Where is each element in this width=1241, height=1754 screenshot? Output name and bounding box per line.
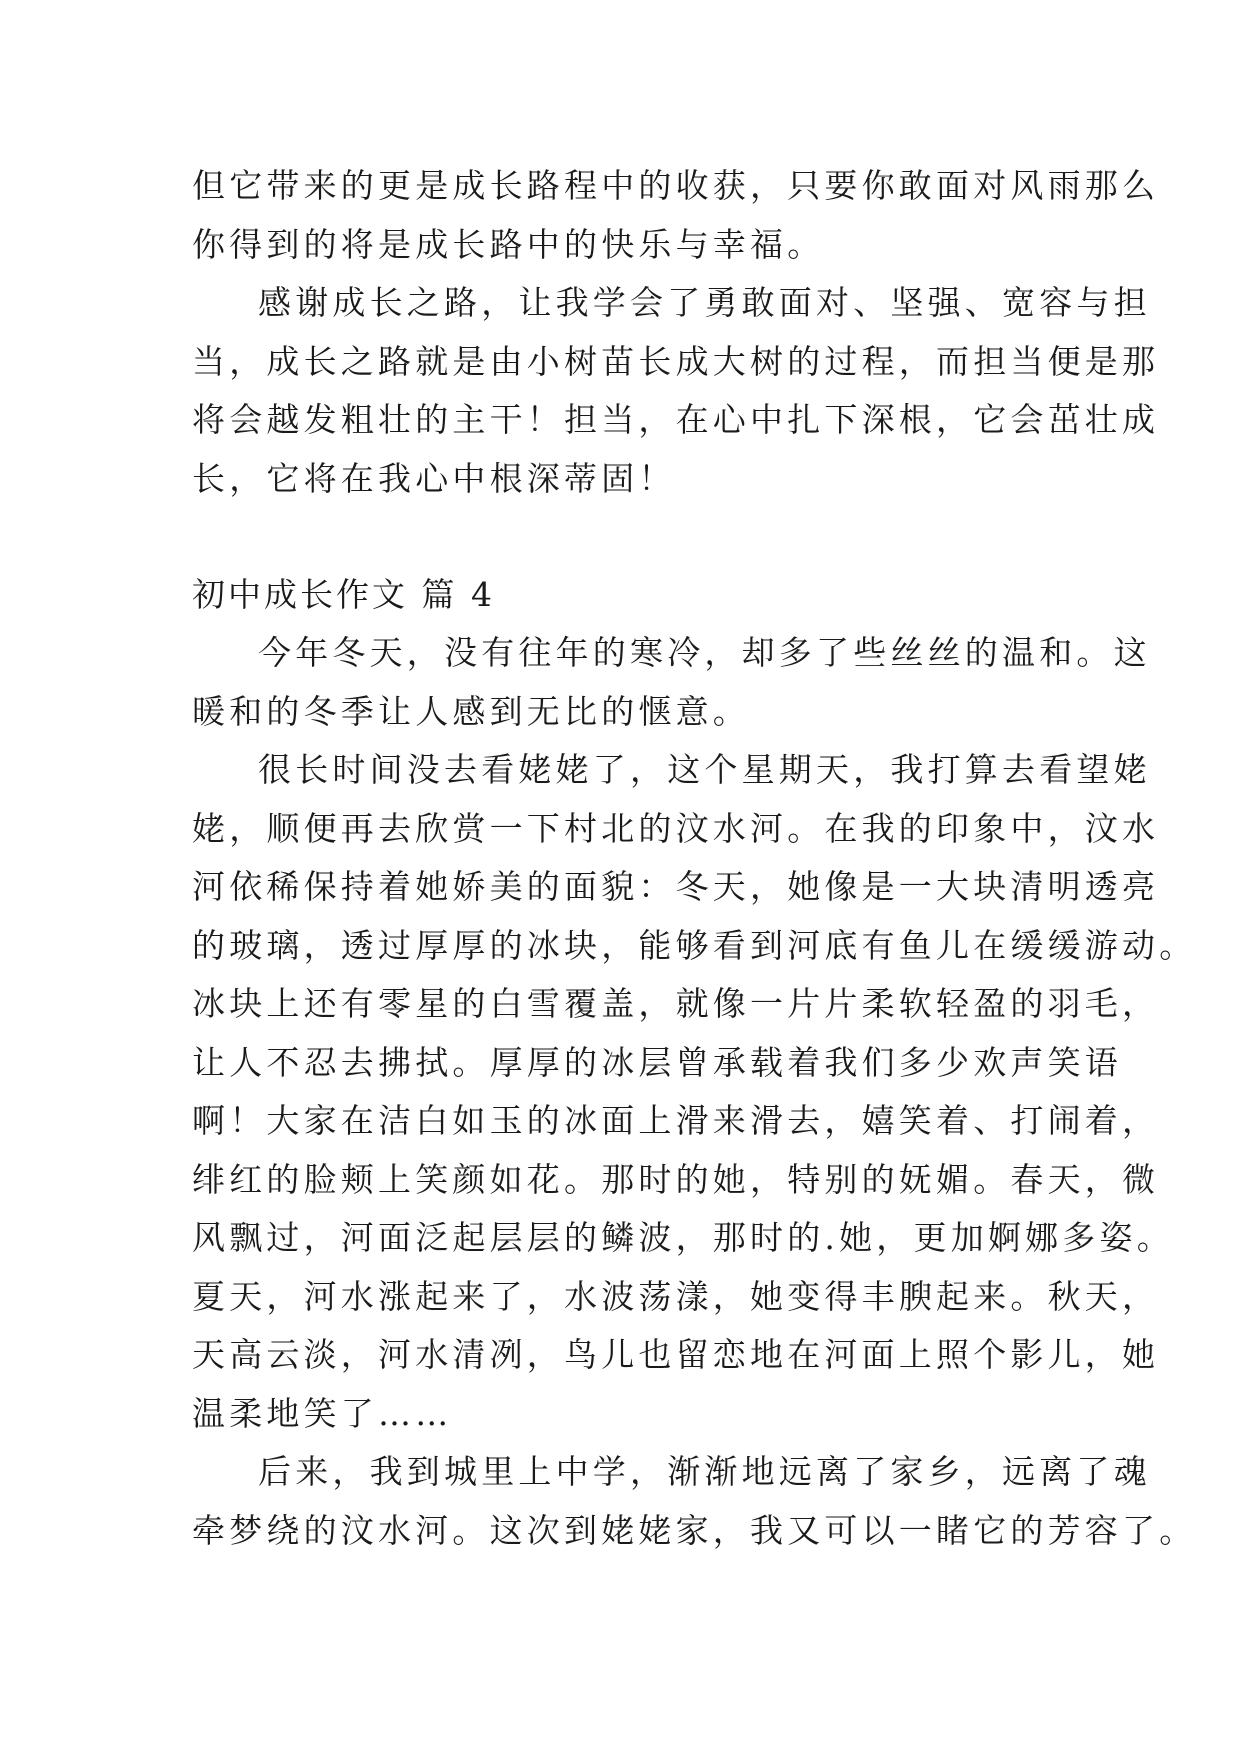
- text-line: 河依稀保持着她娇美的面貌：冬天，她像是一大块清明透亮: [192, 867, 1160, 906]
- text-line: 啊！大家在洁白如玉的冰面上滑来滑去，嬉笑着、打闹着，: [192, 1101, 1160, 1140]
- text-line: 绯红的脸颊上笑颜如花。那时的她，特别的妩媚。春天，微: [192, 1160, 1160, 1199]
- text-line: 你得到的将是成长路中的快乐与幸福。: [192, 225, 825, 264]
- text-line: 冰块上还有零星的白雪覆盖，就像一片片柔软轻盈的羽毛，: [192, 984, 1160, 1023]
- text-line: 长，它将在我心中根深蒂固！: [192, 459, 676, 498]
- paragraph-first-line: 后来，我到城里上中学，渐渐地远离了家乡，远离了魂: [258, 1452, 1151, 1491]
- text-line: 的玻璃，透过厚厚的冰块，能够看到河底有鱼儿在缓缓游动。: [192, 926, 1197, 965]
- section-heading: 初中成长作文 篇 4: [192, 575, 495, 614]
- text-line: 将会越发粗壮的主干！担当，在心中扎下深根，它会茁壮成: [192, 400, 1160, 439]
- paragraph-first-line: 今年冬天，没有往年的寒冷，却多了些丝丝的温和。这: [258, 633, 1151, 672]
- text-line: 姥，顺便再去欣赏一下村北的汶水河。在我的印象中，汶水: [192, 809, 1160, 848]
- paragraph-first-line: 很长时间没去看姥姥了，这个星期天，我打算去看望姥: [258, 750, 1151, 789]
- text-line: 天高云淡，河水清冽，鸟儿也留恋地在河面上照个影儿，她: [192, 1335, 1160, 1374]
- text-line: 当，成长之路就是由小树苗长成大树的过程，而担当便是那: [192, 342, 1160, 381]
- text-line: 让人不忍去拂拭。厚厚的冰层曾承载着我们多少欢声笑语: [192, 1043, 1122, 1082]
- text-line: 夏天，河水涨起来了，水波荡漾，她变得丰腴起来。秋天，: [192, 1277, 1160, 1316]
- text-line: 风飘过，河面泛起层层的鳞波，那时的.她，更加婀娜多姿。: [192, 1218, 1174, 1257]
- text-line: 温柔地笑了……: [192, 1394, 453, 1433]
- paragraph-first-line: 感谢成长之路，让我学会了勇敢面对、坚强、宽容与担: [258, 283, 1151, 322]
- text-line: 暖和的冬季让人感到无比的惬意。: [192, 692, 750, 731]
- text-line: 牵梦绕的汶水河。这次到姥姥家，我又可以一睹它的芳容了。: [192, 1511, 1197, 1550]
- text-line: 但它带来的更是成长路程中的收获，只要你敢面对风雨那么: [192, 166, 1160, 205]
